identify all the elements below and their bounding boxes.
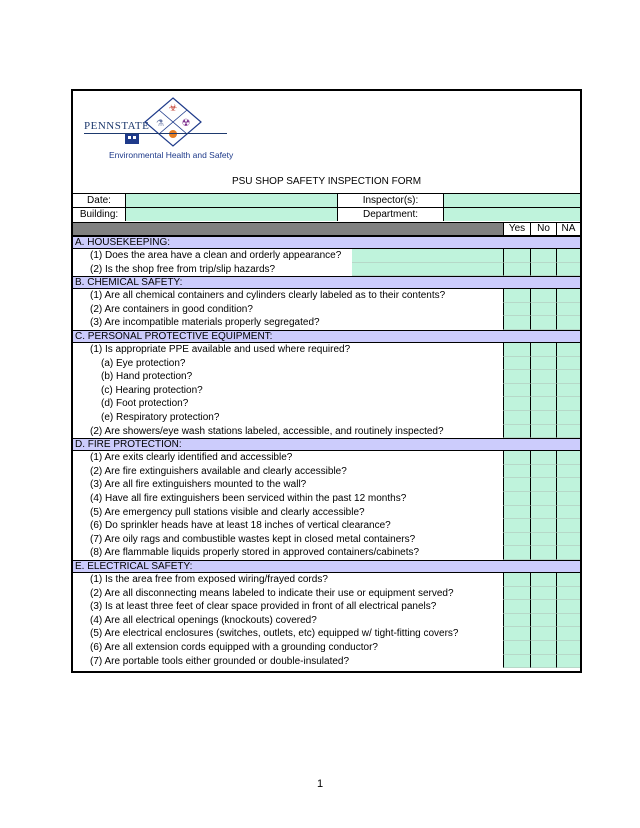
no-checkbox[interactable] <box>530 316 556 330</box>
yes-checkbox[interactable] <box>503 411 530 425</box>
question-text: (4) Have all fire extinguishers been serviced within the past 12 months? <box>90 493 407 504</box>
question-row <box>73 303 580 317</box>
question-row <box>73 506 580 520</box>
na-checkbox[interactable] <box>556 397 580 411</box>
na-checkbox[interactable] <box>556 655 580 669</box>
na-checkbox[interactable] <box>556 573 580 587</box>
no-checkbox[interactable] <box>530 655 556 669</box>
question-text: (6) Do sprinkler heads have at least 18 inches of vertical clearance? <box>90 520 391 532</box>
page-number: 1 <box>316 778 324 790</box>
na-checkbox[interactable] <box>556 303 580 317</box>
question-text: (c) Hearing protection? <box>101 384 203 396</box>
no-checkbox[interactable] <box>530 370 556 384</box>
yes-checkbox[interactable] <box>503 478 530 492</box>
no-column-header: No <box>530 223 556 235</box>
svg-text:⚗: ⚗ <box>155 118 165 128</box>
question-text: (4) Are all electrical openings (knockouts) covered? <box>90 614 317 626</box>
yes-checkbox[interactable] <box>503 370 530 384</box>
question-row <box>73 263 580 277</box>
question-row <box>73 573 580 587</box>
na-column-header: NA <box>556 223 580 235</box>
question-row <box>73 600 580 614</box>
na-checkbox[interactable] <box>556 249 580 263</box>
yes-checkbox[interactable] <box>503 384 530 398</box>
building-label: Building: <box>79 209 119 220</box>
no-checkbox[interactable] <box>530 397 556 411</box>
no-checkbox[interactable] <box>530 627 556 641</box>
question-text: (7) Are portable tools either grounded or double-insulated? <box>90 655 350 667</box>
no-checkbox[interactable] <box>530 506 556 520</box>
building-input[interactable] <box>125 208 337 221</box>
question-text: (3) Are all fire extinguishers mounted to the wall? <box>90 479 307 491</box>
question-row <box>73 641 580 655</box>
inspector-label: Inspector(s): <box>337 194 443 207</box>
question-row <box>73 357 580 371</box>
yes-checkbox[interactable] <box>503 397 530 411</box>
na-checkbox[interactable] <box>556 425 580 439</box>
question-row <box>73 451 580 465</box>
yes-checkbox[interactable] <box>503 641 530 655</box>
question-row <box>73 289 580 303</box>
yes-checkbox[interactable] <box>503 451 530 465</box>
no-checkbox[interactable] <box>530 519 556 533</box>
question-text: (d) Foot protection? <box>101 398 189 410</box>
yes-checkbox[interactable] <box>503 343 530 357</box>
question-text: (1) Is the area free from exposed wiring/frayed cords? <box>90 574 328 585</box>
no-checkbox[interactable] <box>530 263 556 277</box>
no-checkbox[interactable] <box>530 425 556 439</box>
na-checkbox[interactable] <box>556 451 580 465</box>
na-checkbox[interactable] <box>556 533 580 547</box>
svg-text:☣: ☣ <box>168 103 178 114</box>
na-checkbox[interactable] <box>556 614 580 628</box>
na-checkbox[interactable] <box>556 316 580 330</box>
no-checkbox[interactable] <box>530 600 556 614</box>
no-checkbox[interactable] <box>530 343 556 357</box>
no-checkbox[interactable] <box>530 411 556 425</box>
department-input[interactable] <box>443 208 580 221</box>
question-text: (3) Are incompatible materials properly segregated? <box>90 317 320 329</box>
question-row <box>73 655 580 669</box>
na-checkbox[interactable] <box>556 641 580 655</box>
no-checkbox[interactable] <box>530 478 556 492</box>
na-checkbox[interactable] <box>556 465 580 479</box>
na-checkbox[interactable] <box>556 478 580 492</box>
question-text: (2) Are fire extinguishers available and clearly accessible? <box>90 465 347 477</box>
yes-checkbox[interactable] <box>503 465 530 479</box>
question-text: (1) Are all chemical containers and cylinders clearly labeled as to their contents? <box>90 290 446 302</box>
no-checkbox[interactable] <box>530 384 556 398</box>
na-checkbox[interactable] <box>556 384 580 398</box>
yes-checkbox[interactable] <box>503 627 530 641</box>
form-title: PSU SHOP SAFETY INSPECTION FORM <box>231 176 422 187</box>
yes-checkbox[interactable] <box>503 587 530 601</box>
question-text: (7) Are oily rags and combustible wastes kept in closed metal containers? <box>90 533 416 545</box>
question-text: (2) Are all disconnecting means labeled to indicate their use or equipment served? <box>90 587 454 599</box>
question-row <box>73 411 580 425</box>
question-text: (a) Eye protection? <box>101 357 186 369</box>
no-checkbox[interactable] <box>530 587 556 601</box>
no-checkbox[interactable] <box>530 465 556 479</box>
yes-checkbox[interactable] <box>503 506 530 520</box>
question-text: (5) Are emergency pull stations visible and clearly accessible? <box>90 506 365 518</box>
no-checkbox[interactable] <box>530 451 556 465</box>
question-text: (5) Are electrical enclosures (switches, outlets, etc) equipped w/ tight-fitting covers? <box>90 628 459 640</box>
question-row <box>73 478 580 492</box>
yes-checkbox[interactable] <box>503 303 530 317</box>
svg-text:☢: ☢ <box>181 118 191 129</box>
question-text: (1) Does the area have a clean and orderly appearance? <box>90 250 342 261</box>
question-row <box>73 343 580 357</box>
no-checkbox[interactable] <box>530 249 556 263</box>
yes-checkbox[interactable] <box>503 316 530 330</box>
yes-checkbox[interactable] <box>503 519 530 533</box>
section-header: B. CHEMICAL SAFETY: <box>73 276 580 289</box>
question-text: (3) Is at least three feet of clear space provided in front of all electrical panels? <box>90 601 437 613</box>
yes-checkbox[interactable] <box>503 357 530 371</box>
no-checkbox[interactable] <box>530 492 556 506</box>
question-row <box>73 614 580 628</box>
question-text: (b) Hand protection? <box>101 371 193 383</box>
na-checkbox[interactable] <box>556 411 580 425</box>
section-header: D. FIRE PROTECTION: <box>73 438 580 451</box>
na-checkbox[interactable] <box>556 357 580 371</box>
date-inspector-row <box>73 193 580 208</box>
question-text: (1) Are exits clearly identified and accessible? <box>90 452 293 464</box>
department-label: Department: <box>337 208 443 221</box>
question-row <box>73 519 580 533</box>
department-name: Environmental Health and Safety <box>109 150 234 160</box>
question-text: (2) Are showers/eye wash stations labeled, accessible, and routinely inspected? <box>90 425 444 437</box>
yes-checkbox[interactable] <box>503 614 530 628</box>
section-header: C. PERSONAL PROTECTIVE EQUIPMENT: <box>73 330 580 343</box>
no-checkbox[interactable] <box>530 357 556 371</box>
section-header: A. HOUSEKEEPING: <box>73 236 580 249</box>
no-checkbox[interactable] <box>530 303 556 317</box>
na-checkbox[interactable] <box>556 343 580 357</box>
yes-checkbox[interactable] <box>503 249 530 263</box>
yes-checkbox[interactable] <box>503 600 530 614</box>
na-checkbox[interactable] <box>556 546 580 560</box>
question-row <box>73 465 580 479</box>
yes-checkbox[interactable] <box>503 655 530 669</box>
brand-underline <box>84 133 227 134</box>
no-checkbox[interactable] <box>530 641 556 655</box>
question-row <box>73 249 580 263</box>
no-checkbox[interactable] <box>530 533 556 547</box>
question-text: (e) Respiratory protection? <box>101 412 220 423</box>
date-label: Date: <box>87 195 111 206</box>
no-checkbox[interactable] <box>530 614 556 628</box>
question-row <box>73 384 580 398</box>
no-checkbox[interactable] <box>530 573 556 587</box>
na-checkbox[interactable] <box>556 627 580 641</box>
question-row <box>73 370 580 384</box>
yes-checkbox[interactable] <box>503 573 530 587</box>
comment-input[interactable] <box>352 263 503 277</box>
question-text: (2) Is the shop free from trip/slip hazards? <box>90 263 276 275</box>
question-text: (6) Are all extension cords equipped with a grounding conductor? <box>90 642 378 653</box>
yes-checkbox[interactable] <box>503 533 530 547</box>
yes-checkbox[interactable] <box>503 425 530 439</box>
no-checkbox[interactable] <box>530 289 556 303</box>
question-text: (8) Are flammable liquids properly stored in approved containers/cabinets? <box>90 547 420 559</box>
na-checkbox[interactable] <box>556 506 580 520</box>
question-text: (1) Is appropriate PPE available and used where required? <box>90 344 351 355</box>
question-row <box>73 587 580 601</box>
yes-column-header: Yes <box>503 223 530 235</box>
na-checkbox[interactable] <box>556 370 580 384</box>
question-row <box>73 546 580 560</box>
na-checkbox[interactable] <box>556 587 580 601</box>
yes-checkbox[interactable] <box>503 289 530 303</box>
question-row <box>73 627 580 641</box>
inspection-form <box>71 89 582 673</box>
comment-input[interactable] <box>352 249 503 263</box>
na-checkbox[interactable] <box>556 289 580 303</box>
brand-wordmark: PENNSTATE <box>84 120 150 132</box>
inspector-input[interactable] <box>443 194 580 207</box>
question-row <box>73 492 580 506</box>
building-department-row <box>73 207 580 222</box>
question-row <box>73 533 580 547</box>
question-row <box>73 425 580 439</box>
section-header: E. ELECTRICAL SAFETY: <box>73 560 580 573</box>
no-checkbox[interactable] <box>530 546 556 560</box>
na-checkbox[interactable] <box>556 492 580 506</box>
yes-checkbox[interactable] <box>503 492 530 506</box>
question-text: (2) Are containers in good condition? <box>90 303 253 315</box>
na-checkbox[interactable] <box>556 600 580 614</box>
question-row <box>73 316 580 330</box>
yes-checkbox[interactable] <box>503 263 530 277</box>
column-header-band <box>73 222 580 236</box>
yes-checkbox[interactable] <box>503 546 530 560</box>
question-row <box>73 397 580 411</box>
date-input[interactable] <box>125 194 337 207</box>
na-checkbox[interactable] <box>556 519 580 533</box>
na-checkbox[interactable] <box>556 263 580 277</box>
